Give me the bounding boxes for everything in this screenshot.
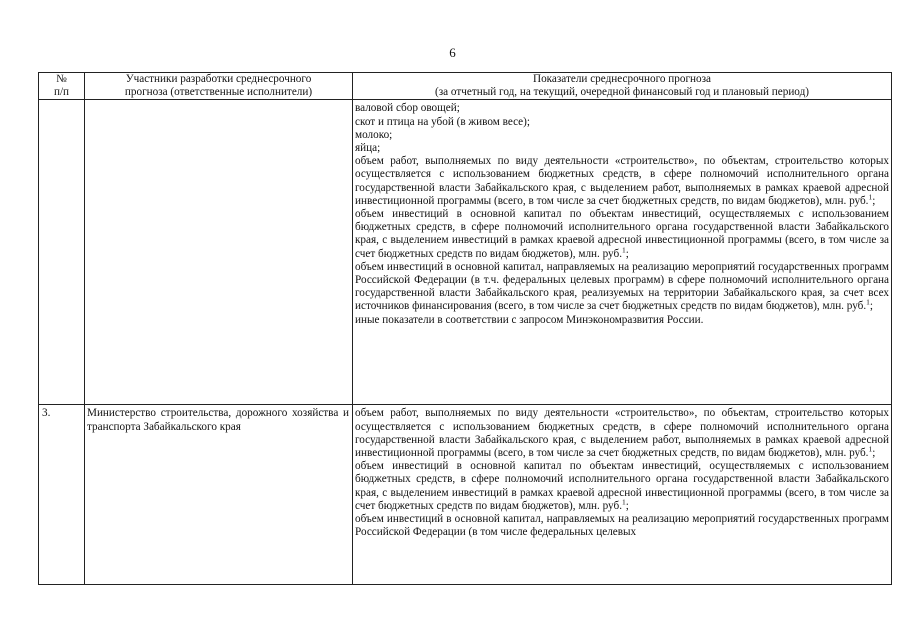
- indicator-item: объем инвестиций в основной капитал, направляемых на реализацию мероприятий государственных программ Российской Федерации (в том числе федеральных целевых: [355, 513, 889, 539]
- row-number: 3.: [39, 405, 85, 585]
- footnote-mark: 1: [622, 497, 626, 507]
- row-indicators: [353, 100, 892, 405]
- indicator-item: объем работ, выполняемых по виду деятельности «строительство», по объектам, строительство которых осуществляется с использованием бюджетных средств, в сфере полномочий исполнительного органа государственной власти Забайкальского края, с выделением работ, выполняемых в рамках краевой адресной инвестиционной программы (всего, в том числе за счет бюджетных средств, по видам бюджетов), млн. руб.$^1$;: [355, 155, 889, 207]
- indicator-item: объем инвестиций в основной капитал, направляемых на реализацию мероприятий государственных программ Российской Федерации (в т.ч. федеральных целевых программ) в сфере полномочий исполнительного органа государственной власти Забайкальского края, реализуемых на территории Забайкальского края, за счет всех источников финансирования (всего, в том числе за счет бюджетных средств по видам бюджетов), млн. руб.$^1$;: [355, 260, 889, 313]
- page-number: 6: [449, 45, 456, 60]
- indicator-item: скот и птица на убой (в живом весе);: [355, 115, 530, 128]
- row-participant: [85, 100, 353, 405]
- indicator-item: объем инвестиций в основной капитал по объектам инвестиций, осуществляемых с использованием бюджетных средств, в сфере полномочий исполнительного органа государственной власти Забайкальского края, с выделением инвестиций в рамках краевой адресной инвестиционной программы (всего, в том числе за счет бюджетных средств по видам бюджетов), млн. руб.$^1$;: [355, 208, 889, 260]
- forecast-table: [38, 72, 892, 585]
- indicator-item: яйца;: [355, 142, 381, 155]
- table-row: [39, 405, 892, 585]
- indicator-item: объем работ, выполняемых по виду деятельности «строительство», по объектам, строительство которых осуществляется с использованием бюджетных средств, в сфере полномочий исполнительного органа государственной власти Забайкальского края, с выделением работ, выполняемых в рамках краевой адресной инвестиционной программы (всего, в том числе за счет бюджетных средств, по видам бюджетов), млн. руб.$^1$;: [355, 407, 889, 460]
- table-row: [39, 100, 892, 405]
- header-num: № п/п: [39, 73, 85, 100]
- footnote-mark: 1: [866, 297, 870, 307]
- row-participant: Министерство строительства, дорожного хозяйства и транспорта Забайкальского края: [85, 405, 353, 585]
- indicator-item: иные показатели в соответствии с запросом Минэкономразвития России.: [355, 313, 704, 326]
- indicator-item: валовой сбор овощей;: [355, 102, 460, 115]
- footnote-mark: 1: [868, 192, 873, 202]
- row-indicators: [353, 405, 892, 585]
- footnote-mark: 1: [622, 244, 626, 254]
- header-participants: Участники разработки среднесрочного прогноза (ответственные исполнители): [85, 73, 353, 100]
- indicator-item: объем инвестиций в основной капитал по объектам инвестиций, осуществляемых с использованием бюджетных средств, в сфере полномочий исполнительного органа государственной власти Забайкальского края, с выделением инвестиций в рамках краевой адресной инвестиционной программы (всего, в том числе за счет бюджетных средств по видам бюджетов), млн. руб.$^1$;: [355, 460, 889, 512]
- footnote-mark: 1: [868, 444, 873, 454]
- table-header-row: [39, 73, 892, 100]
- indicator-item: молоко;: [355, 128, 393, 141]
- header-indicators: Показатели среднесрочного прогноза (за отчетный год, на текущий, очередной финансовый год и плановый период): [353, 73, 892, 100]
- row-number: [39, 100, 85, 405]
